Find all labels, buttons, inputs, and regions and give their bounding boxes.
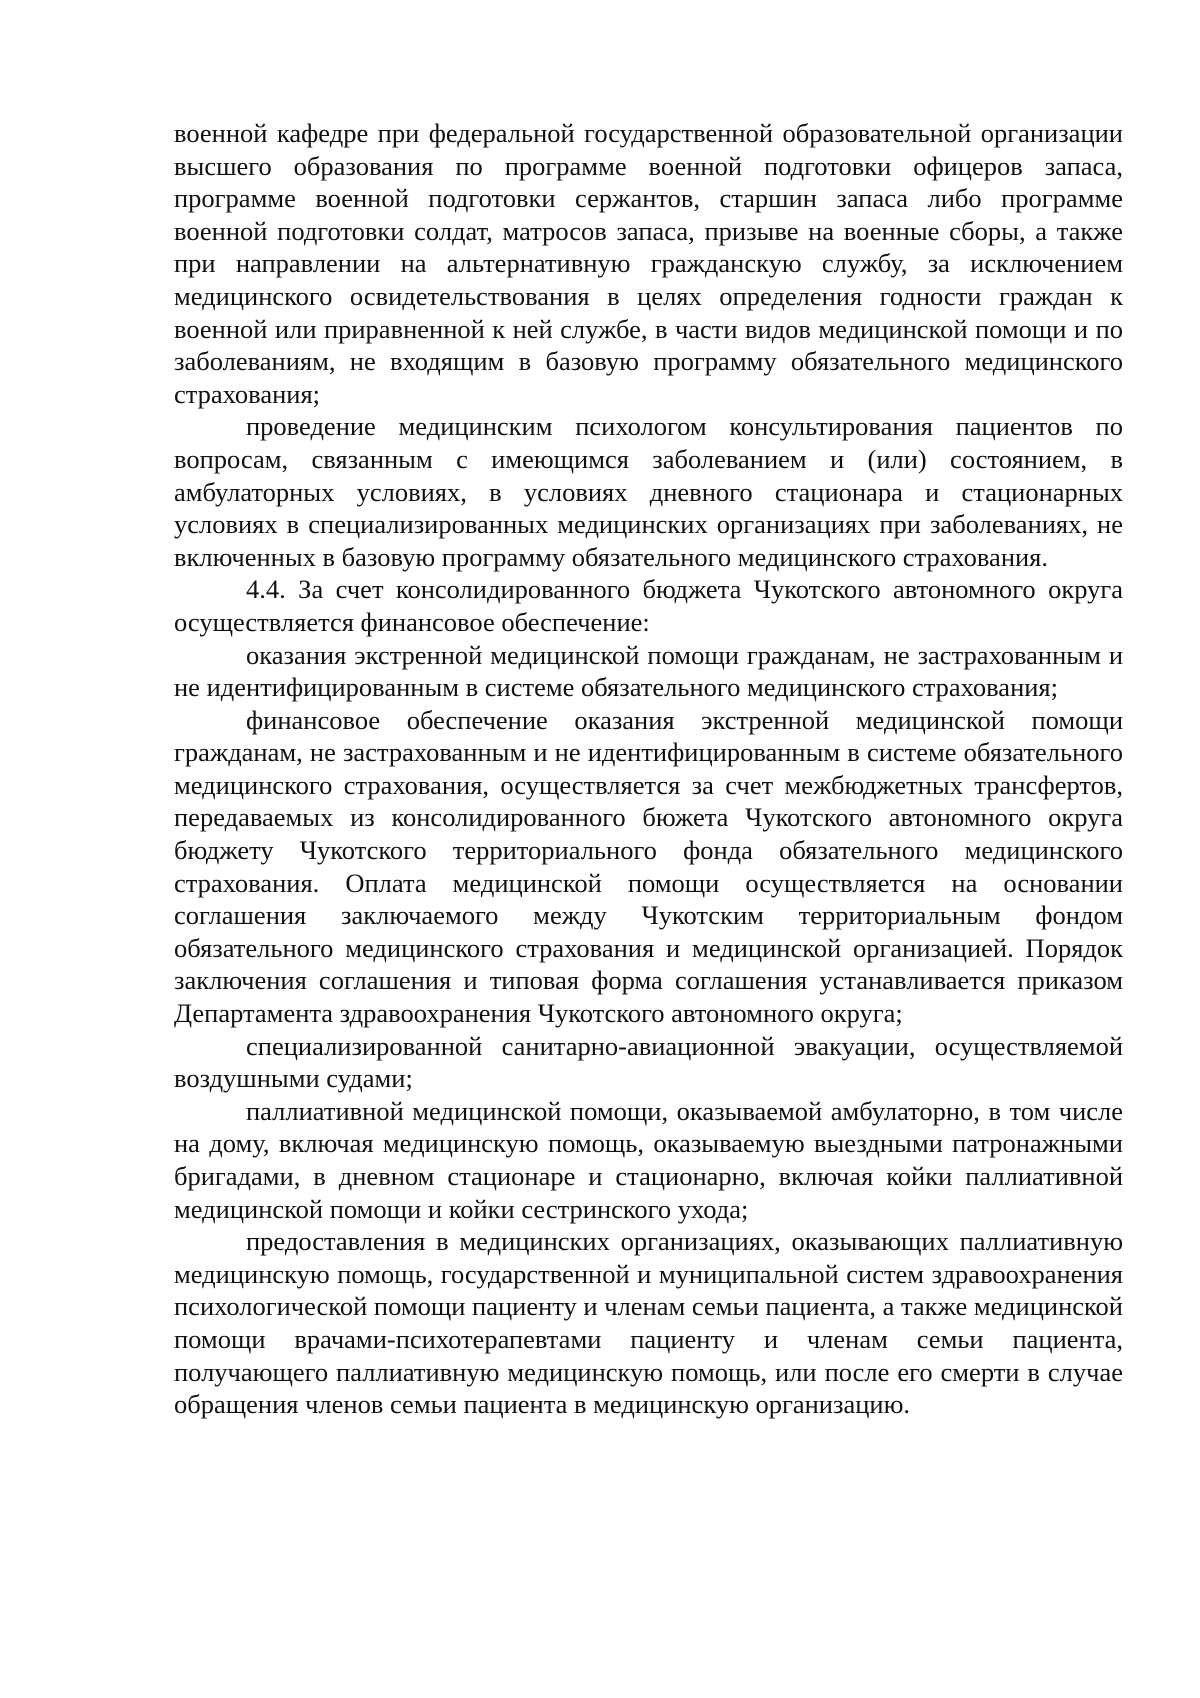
- paragraph-emergency-care: оказания экстренной медицинской помощи гражданам, не застрахованным и не идентифицированным в системе обязательного медицинского страхования;: [174, 639, 1123, 703]
- paragraph-psychologist-consulting: проведение медицинским психологом консультирования пациентов по вопросам, связанным с имеющимся заболеванием и (или) состоянием, в амбулаторных условиях, в условиях дневного стационара и стационарных условиях в специализированных медицинских организациях при заболеваниях, не включенных в базовую программу обязательного медицинского страхования.: [174, 411, 1123, 572]
- paragraph-psychological-help: предоставления в медицинских организациях, оказывающих паллиативную медицинскую помощь, государственной и муниципальной систем здравоохранения психологической помощи пациенту и членам семьи пациента, а также медицинской помощи врачами-психотерапевтами пациенту и членам семьи пациента, получающего паллиативную медицинскую помощь, или после его смерти в случае обращения членов семьи пациента в медицинскую организацию.: [174, 1226, 1123, 1420]
- paragraph-emergency-care-financing: финансовое обеспечение оказания экстренной медицинской помощи гражданам, не застрахованным и не идентифицированным в системе обязательного медицинского страхования, осуществляется за счет межбюджетных трансфертов, передаваемых из консолидированного бюжета Чукотского автономного округа бюджету Чукотского территориального фонда обязательного медицинского страхования. Оплата медицинской помощи осуществляется на основании соглашения заключаемого между Чукотским территориальным фондом обязательного медицинского страхования и медицинской организацией. Порядок заключения соглашения и типовая форма соглашения устанавливается приказом Департамента здравоохранения Чукотского автономного округа;: [174, 704, 1123, 1029]
- paragraph-continuation: военной кафедре при федеральной государственной образовательной организации высшего образования по программе военной подготовки офицеров запаса, программе военной подготовки сержантов, старшин запаса либо программе военной подготовки солдат, матросов запаса, призыве на военные сборы, а также при направлении на альтернативную гражданскую службу, за исключением медицинского освидетельствования в целях определения годности граждан к военной или приравненной к ней службе, в части видов медицинской помощи и по заболеваниям, не входящим в базовую программу обязательного медицинского страхования;: [174, 118, 1123, 409]
- paragraph-section-4-4: 4.4. За счет консолидированного бюджета Чукотского автономного округа осуществляется финансовое обеспечение:: [174, 574, 1123, 637]
- paragraph-palliative-care: паллиативной медицинской помощи, оказываемой амбулаторно, в том числе на дому, включая медицинскую помощь, оказываемую выездными патронажными бригадами, в дневном стационаре и стационарно, включая койки паллиативной медицинской помощи и койки сестринского ухода;: [174, 1095, 1123, 1224]
- document-body: [174, 117, 1123, 1421]
- paragraph-air-evacuation: специализированной санитарно-авиационной эвакуации, осуществляемой воздушными судами;: [174, 1030, 1123, 1094]
